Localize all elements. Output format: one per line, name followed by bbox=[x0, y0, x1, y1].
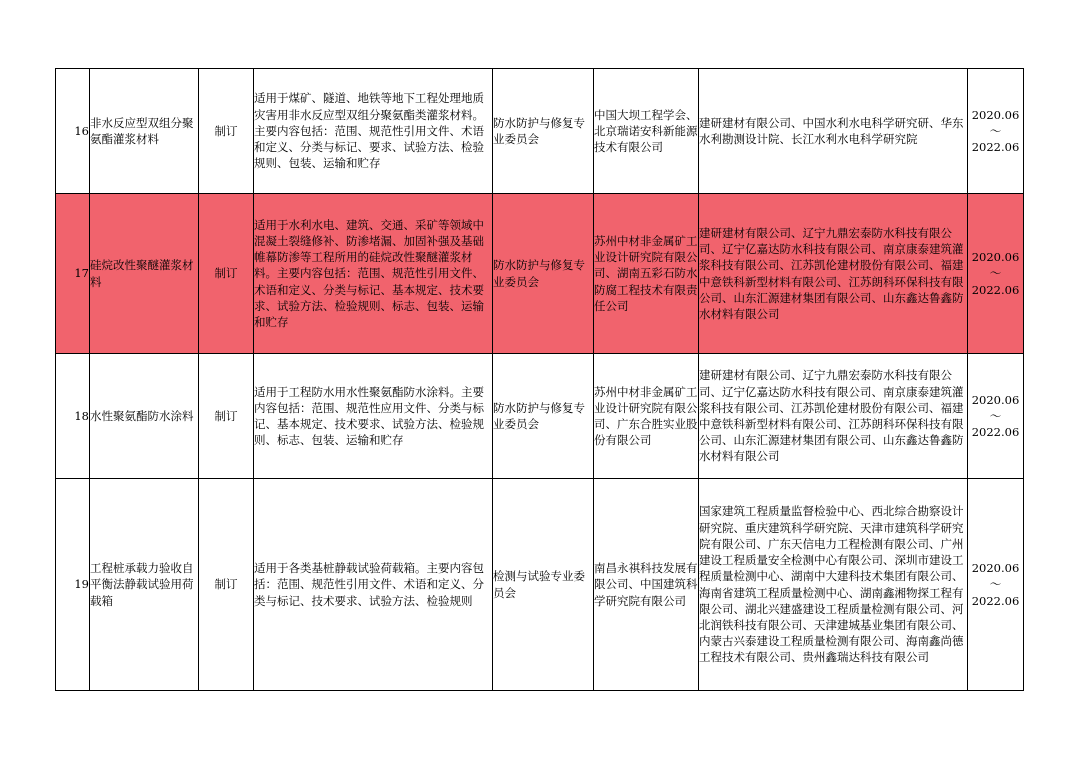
table-row bbox=[56, 354, 1024, 479]
participant-organizations: 建研建材有限公司、中国水利水电科学研究研、华东水利勘测设计院、长江水利水电科学研究院 bbox=[699, 69, 968, 194]
period-end: 2022.06 bbox=[971, 282, 1020, 297]
period-start: 2020.06 bbox=[971, 561, 1020, 576]
period bbox=[968, 479, 1024, 691]
scope-description: 适用于煤矿、隧道、地铁等地下工程处理地质灾害用非水反应型双组分聚氨酯类灌浆材料。主要内容包括：范围、规范性引用文件、术语和定义、分类与标记、要求、试验方法、检验规则、包装、运输和贮存 bbox=[254, 69, 493, 194]
standard-name: 硅烷改性聚醚灌浆材料 bbox=[90, 194, 199, 354]
standard-name: 非水反应型双组分聚氨酯灌浆材料 bbox=[90, 69, 199, 194]
row-number: 19 bbox=[56, 479, 90, 691]
lead-organizations: 中国大坝工程学会、北京瑞诺安科新能源技术有限公司 bbox=[594, 69, 699, 194]
table-row bbox=[56, 479, 1024, 691]
period-separator: ～ bbox=[989, 408, 1002, 423]
committee: 检测与试验专业委员会 bbox=[493, 479, 594, 691]
period bbox=[968, 69, 1024, 194]
scope-description: 适用于工程防水用水性聚氨酯防水涂料。主要内容包括：范围、规范性应用文件、分类与标记、基本规定、技术要求、试验方法、检验规则、标志、包装、运输和贮存 bbox=[254, 354, 493, 479]
row-number: 16 bbox=[56, 69, 90, 194]
committee: 防水防护与修复专业委员会 bbox=[493, 69, 594, 194]
standard-name: 工程桩承载力验收自平衡法静载试验用荷载箱 bbox=[90, 479, 199, 691]
period-start: 2020.06 bbox=[971, 250, 1020, 265]
participant-organizations: 国家建筑工程质量监督检验中心、西北综合勘察设计研究院、重庆建筑科学研究院、天津市建筑科学研究院有限公司、广东天信电力工程检测有限公司、广州建设工程质量安全检测中心有限公司、深圳市建设工程质量检测中心、湖南中大建科技术集团有限公司、海南省建筑工程质量检测中心、湖南鑫湘物探工程有限公司、湖北兴建盛建设工程质量检测有限公司、河北润铁科技有限公司、天津建城基业集团有限公司、内蒙古兴泰建设工程质量检测有限公司、海南鑫尚德工程技术有限公司、贵州鑫瑞达科技有限公司 bbox=[699, 479, 968, 691]
participant-organizations: 建研建材有限公司、辽宁九鼎宏泰防水科技有限公司、辽宁亿嘉达防水科技有限公司、南京康泰建筑灌浆科技有限公司、江苏凯伦建材股份有限公司、福建中意铁科新型材料有限公司、江苏朗科环保科技有限公司、山东汇源建材集团有限公司、山东鑫达鲁鑫防水材料有限公司 bbox=[699, 194, 968, 354]
work-type: 制订 bbox=[199, 69, 254, 194]
period-start: 2020.06 bbox=[971, 107, 1020, 122]
period bbox=[968, 354, 1024, 479]
period-end: 2022.06 bbox=[971, 425, 1020, 440]
period bbox=[968, 194, 1024, 354]
row-number: 17 bbox=[56, 194, 90, 354]
table-row bbox=[56, 194, 1024, 354]
scope-description: 适用于水利水电、建筑、交通、采矿等领域中混凝土裂缝修补、防渗堵漏、加固补强及基础帷幕防渗等工程所用的硅烷改性聚醚灌浆材料。主要内容包括：范围、规范性引用文件、术语和定义、分类与标记、基本规定、技术要求、试验方法、检验规则、标志、包装、运输和贮存 bbox=[254, 194, 493, 354]
period-separator: ～ bbox=[989, 123, 1002, 138]
period-separator: ～ bbox=[989, 577, 1002, 592]
committee: 防水防护与修复专业委员会 bbox=[493, 194, 594, 354]
table-row bbox=[56, 69, 1024, 194]
row-number: 18 bbox=[56, 354, 90, 479]
work-type: 制订 bbox=[199, 479, 254, 691]
scope-description: 适用于各类基桩静载试验荷载箱。主要内容包括：范围、规范性引用文件、术语和定义、分类与标记、技术要求、试验方法、检验规则 bbox=[254, 479, 493, 691]
period-separator: ～ bbox=[989, 266, 1002, 281]
standard-name: 水性聚氨酯防水涂料 bbox=[90, 354, 199, 479]
standards-table bbox=[55, 68, 1024, 691]
lead-organizations: 苏州中材非金属矿工业设计研究院有限公司、广东合胜实业股份有限公司 bbox=[594, 354, 699, 479]
work-type: 制订 bbox=[199, 194, 254, 354]
lead-organizations: 苏州中材非金属矿工业设计研究院有限公司、湖南五彩石防水防腐工程技术有限责任公司 bbox=[594, 194, 699, 354]
period-start: 2020.06 bbox=[971, 392, 1020, 407]
lead-organizations: 南昌永祺科技发展有限公司、中国建筑科学研究院有限公司 bbox=[594, 479, 699, 691]
period-end: 2022.06 bbox=[971, 593, 1020, 608]
period-end: 2022.06 bbox=[971, 140, 1020, 155]
work-type: 制订 bbox=[199, 354, 254, 479]
participant-organizations: 建研建材有限公司、辽宁九鼎宏泰防水科技有限公司、辽宁亿嘉达防水科技有限公司、南京康泰建筑灌浆科技有限公司、江苏凯伦建材股份有限公司、福建中意铁科新型材料有限公司、江苏朗科环保科技有限公司、山东汇源建材集团有限公司、山东鑫达鲁鑫防水材料有限公司 bbox=[699, 354, 968, 479]
committee: 防水防护与修复专业委员会 bbox=[493, 354, 594, 479]
